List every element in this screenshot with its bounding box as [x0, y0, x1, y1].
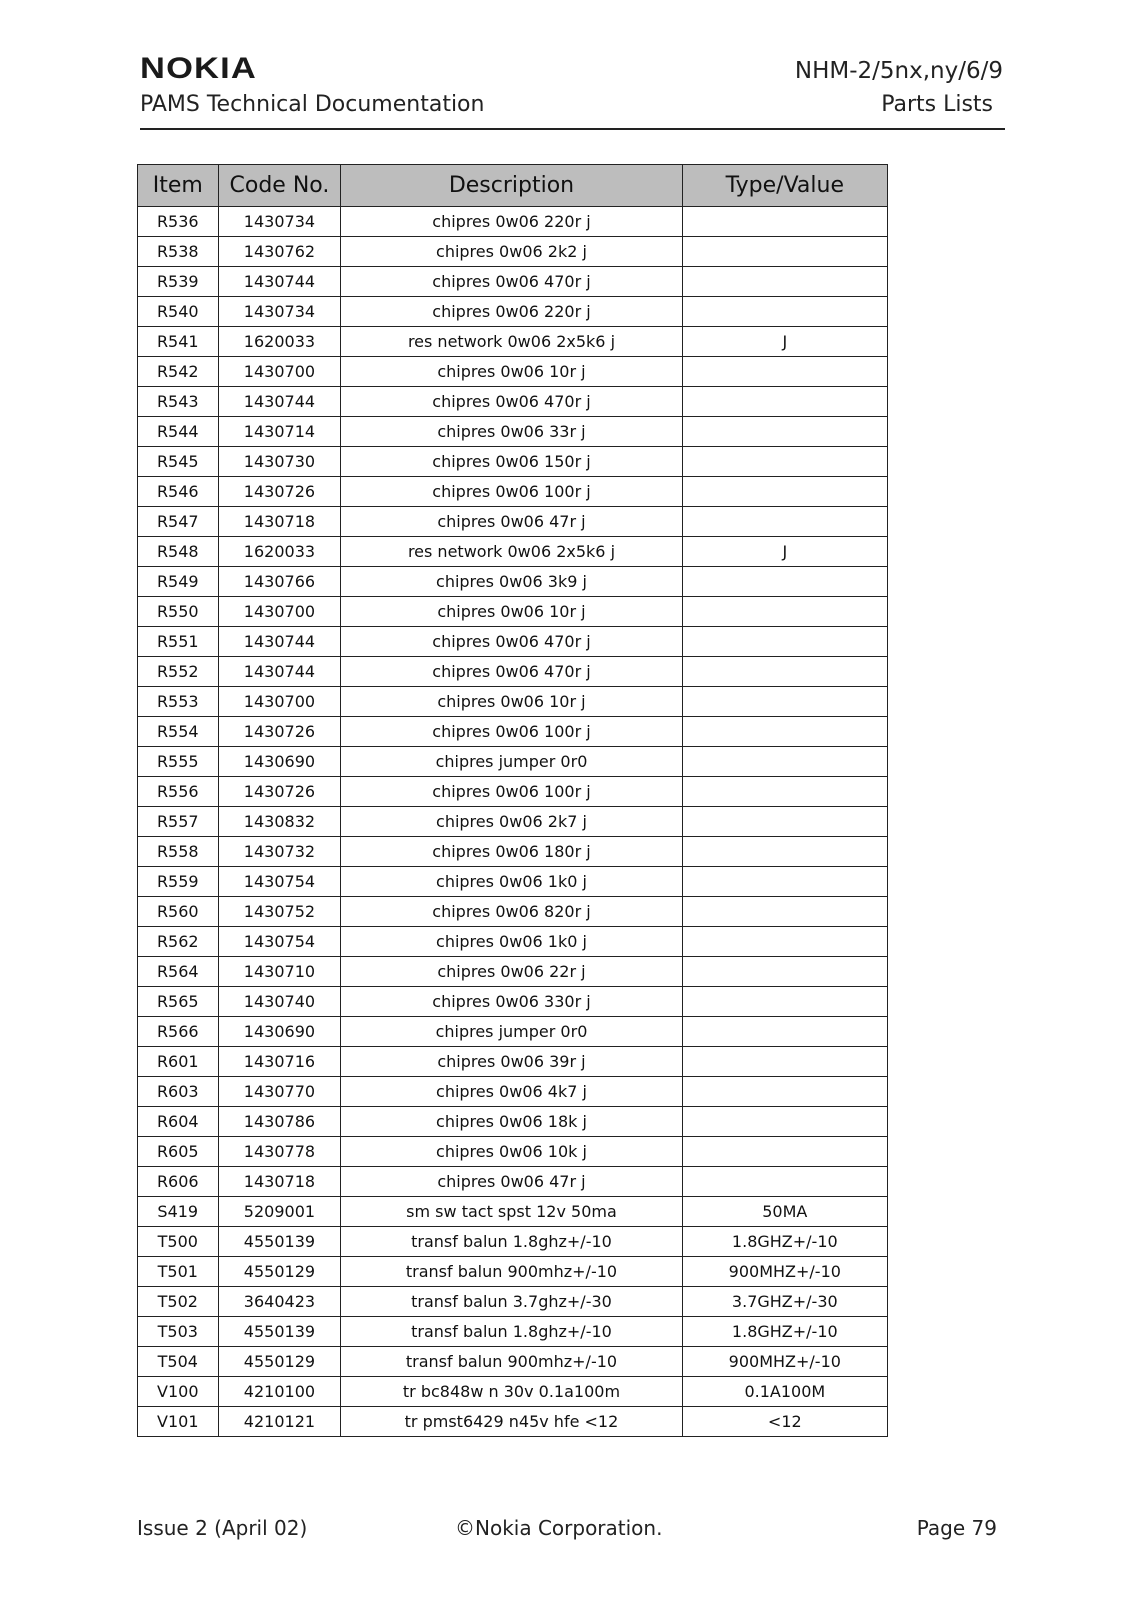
cell-item: R562: [138, 927, 219, 957]
cell-item: R557: [138, 807, 219, 837]
cell-description: chipres 0w06 820r j: [341, 897, 682, 927]
table-row: [138, 207, 888, 237]
cell-item: R604: [138, 1107, 219, 1137]
cell-type-value: [682, 237, 887, 267]
cell-type-value: [682, 297, 887, 327]
table-row: [138, 927, 888, 957]
cell-description: chipres 0w06 180r j: [341, 837, 682, 867]
cell-code: 5209001: [218, 1197, 341, 1227]
cell-type-value: [682, 777, 887, 807]
cell-type-value: [682, 357, 887, 387]
cell-code: 1430732: [218, 837, 341, 867]
cell-type-value: [682, 1017, 887, 1047]
cell-code: 4550129: [218, 1257, 341, 1287]
table-row: [138, 237, 888, 267]
cell-type-value: 0.1A100M: [682, 1377, 887, 1407]
cell-item: R558: [138, 837, 219, 867]
cell-description: chipres jumper 0r0: [341, 1017, 682, 1047]
table-row: [138, 687, 888, 717]
cell-type-value: [682, 387, 887, 417]
document-id: NHM-2/5nx,ny/6/9: [794, 58, 1003, 84]
table-row: [138, 987, 888, 1017]
table-row: [138, 327, 888, 357]
cell-item: R564: [138, 957, 219, 987]
cell-type-value: 1.8GHZ+/-10: [682, 1227, 887, 1257]
table-row: [138, 1257, 888, 1287]
cell-item: T502: [138, 1287, 219, 1317]
table-row: [138, 447, 888, 477]
cell-type-value: [682, 1047, 887, 1077]
cell-item: R560: [138, 897, 219, 927]
cell-description: chipres 0w06 4k7 j: [341, 1077, 682, 1107]
cell-code: 1430778: [218, 1137, 341, 1167]
cell-code: 1430754: [218, 927, 341, 957]
cell-item: R566: [138, 1017, 219, 1047]
cell-item: R543: [138, 387, 219, 417]
table-row: [138, 417, 888, 447]
nokia-logo: NOKIA: [140, 52, 257, 85]
table-row: [138, 1377, 888, 1407]
section-title: Parts Lists: [881, 92, 993, 117]
cell-description: chipres 0w06 470r j: [341, 267, 682, 297]
cell-item: R555: [138, 747, 219, 777]
cell-description: chipres 0w06 220r j: [341, 297, 682, 327]
cell-type-value: 3.7GHZ+/-30: [682, 1287, 887, 1317]
cell-code: 1430716: [218, 1047, 341, 1077]
table-row: [138, 957, 888, 987]
cell-code: 1430744: [218, 627, 341, 657]
cell-item: R559: [138, 867, 219, 897]
table-row: [138, 1167, 888, 1197]
cell-description: tr pmst6429 n45v hfe <12: [341, 1407, 682, 1437]
cell-item: R539: [138, 267, 219, 297]
cell-item: R542: [138, 357, 219, 387]
cell-type-value: 1.8GHZ+/-10: [682, 1317, 887, 1347]
cell-code: 1620033: [218, 537, 341, 567]
cell-code: 1430726: [218, 477, 341, 507]
cell-code: 1430752: [218, 897, 341, 927]
table-row: [138, 627, 888, 657]
cell-type-value: [682, 507, 887, 537]
cell-description: chipres 0w06 22r j: [341, 957, 682, 987]
cell-type-value: [682, 1137, 887, 1167]
cell-item: R606: [138, 1167, 219, 1197]
table-row: [138, 1047, 888, 1077]
cell-description: transf balun 900mhz+/-10: [341, 1347, 682, 1377]
cell-code: 1430762: [218, 237, 341, 267]
cell-description: chipres 0w06 470r j: [341, 657, 682, 687]
page-number: Page 79: [916, 1516, 997, 1540]
cell-type-value: [682, 927, 887, 957]
cell-description: chipres 0w06 33r j: [341, 417, 682, 447]
table-row: [138, 1287, 888, 1317]
cell-item: R545: [138, 447, 219, 477]
cell-item: R553: [138, 687, 219, 717]
cell-item: S419: [138, 1197, 219, 1227]
table-row: [138, 897, 888, 927]
table-row: [138, 1227, 888, 1257]
cell-code: 1430786: [218, 1107, 341, 1137]
cell-description: chipres jumper 0r0: [341, 747, 682, 777]
table-row: [138, 1137, 888, 1167]
cell-type-value: <12: [682, 1407, 887, 1437]
cell-type-value: [682, 567, 887, 597]
cell-code: 4210100: [218, 1377, 341, 1407]
cell-code: 1430710: [218, 957, 341, 987]
column-header-type-value: Type/Value: [682, 165, 887, 207]
cell-type-value: [682, 1077, 887, 1107]
table-row: [138, 657, 888, 687]
cell-item: V101: [138, 1407, 219, 1437]
table-row: [138, 867, 888, 897]
table-row: [138, 537, 888, 567]
cell-description: chipres 0w06 1k0 j: [341, 927, 682, 957]
cell-type-value: 900MHZ+/-10: [682, 1257, 887, 1287]
table-row: [138, 1077, 888, 1107]
cell-item: T503: [138, 1317, 219, 1347]
cell-description: chipres 0w06 100r j: [341, 717, 682, 747]
cell-type-value: [682, 837, 887, 867]
cell-item: R552: [138, 657, 219, 687]
cell-description: chipres 0w06 100r j: [341, 477, 682, 507]
cell-item: R541: [138, 327, 219, 357]
cell-type-value: [682, 897, 887, 927]
table-row: [138, 1017, 888, 1047]
cell-type-value: 900MHZ+/-10: [682, 1347, 887, 1377]
cell-description: transf balun 3.7ghz+/-30: [341, 1287, 682, 1317]
cell-description: chipres 0w06 220r j: [341, 207, 682, 237]
document-title: PAMS Technical Documentation: [140, 92, 485, 117]
cell-code: 3640423: [218, 1287, 341, 1317]
table-row: [138, 567, 888, 597]
cell-description: res network 0w06 2x5k6 j: [341, 537, 682, 567]
cell-code: 1430744: [218, 657, 341, 687]
table-row: [138, 1317, 888, 1347]
table-body: [138, 207, 888, 1437]
cell-description: chipres 0w06 10r j: [341, 687, 682, 717]
cell-item: R603: [138, 1077, 219, 1107]
parts-table: [137, 164, 888, 1437]
cell-code: 1430730: [218, 447, 341, 477]
column-header-item: Item: [138, 165, 219, 207]
table-row: [138, 357, 888, 387]
cell-item: V100: [138, 1377, 219, 1407]
cell-code: 1430740: [218, 987, 341, 1017]
header-divider: [140, 128, 1005, 130]
cell-description: chipres 0w06 330r j: [341, 987, 682, 1017]
cell-code: 4550139: [218, 1227, 341, 1257]
cell-code: 1430744: [218, 267, 341, 297]
table-row: [138, 507, 888, 537]
cell-type-value: 50MA: [682, 1197, 887, 1227]
cell-type-value: [682, 447, 887, 477]
cell-type-value: J: [682, 327, 887, 357]
cell-code: 1430766: [218, 567, 341, 597]
cell-type-value: J: [682, 537, 887, 567]
cell-code: 1430718: [218, 1167, 341, 1197]
cell-description: sm sw tact spst 12v 50ma: [341, 1197, 682, 1227]
cell-description: chipres 0w06 2k2 j: [341, 237, 682, 267]
cell-description: transf balun 900mhz+/-10: [341, 1257, 682, 1287]
cell-description: chipres 0w06 10r j: [341, 357, 682, 387]
table-row: [138, 837, 888, 867]
table-row: [138, 807, 888, 837]
cell-item: R549: [138, 567, 219, 597]
cell-item: R554: [138, 717, 219, 747]
cell-item: R605: [138, 1137, 219, 1167]
cell-item: R550: [138, 597, 219, 627]
cell-code: 1430734: [218, 297, 341, 327]
cell-description: chipres 0w06 39r j: [341, 1047, 682, 1077]
table-row: [138, 477, 888, 507]
table-row: [138, 1347, 888, 1377]
cell-description: chipres 0w06 10k j: [341, 1137, 682, 1167]
cell-code: 1430754: [218, 867, 341, 897]
cell-item: R546: [138, 477, 219, 507]
table-row: [138, 267, 888, 297]
cell-description: res network 0w06 2x5k6 j: [341, 327, 682, 357]
cell-description: chipres 0w06 150r j: [341, 447, 682, 477]
cell-code: 1430744: [218, 387, 341, 417]
cell-description: transf balun 1.8ghz+/-10: [341, 1317, 682, 1347]
cell-item: T501: [138, 1257, 219, 1287]
cell-type-value: [682, 207, 887, 237]
table-row: [138, 387, 888, 417]
cell-item: R544: [138, 417, 219, 447]
cell-type-value: [682, 417, 887, 447]
cell-item: R565: [138, 987, 219, 1017]
cell-type-value: [682, 687, 887, 717]
table-row: [138, 1407, 888, 1437]
cell-item: T500: [138, 1227, 219, 1257]
cell-description: chipres 0w06 47r j: [341, 507, 682, 537]
cell-description: chipres 0w06 10r j: [341, 597, 682, 627]
cell-item: R551: [138, 627, 219, 657]
cell-code: 1430770: [218, 1077, 341, 1107]
table-row: [138, 747, 888, 777]
cell-item: R556: [138, 777, 219, 807]
cell-description: chipres 0w06 3k9 j: [341, 567, 682, 597]
cell-type-value: [682, 867, 887, 897]
cell-type-value: [682, 717, 887, 747]
cell-code: 4550129: [218, 1347, 341, 1377]
table-row: [138, 597, 888, 627]
cell-type-value: [682, 477, 887, 507]
cell-description: tr bc848w n 30v 0.1a100m: [341, 1377, 682, 1407]
cell-description: chipres 0w06 100r j: [341, 777, 682, 807]
table-row: [138, 777, 888, 807]
table-row: [138, 297, 888, 327]
copyright: ©Nokia Corporation.: [455, 1516, 663, 1540]
cell-type-value: [682, 1167, 887, 1197]
cell-code: 1620033: [218, 327, 341, 357]
cell-code: 4210121: [218, 1407, 341, 1437]
cell-code: 1430700: [218, 357, 341, 387]
table-row: [138, 1107, 888, 1137]
cell-item: R547: [138, 507, 219, 537]
cell-code: 1430690: [218, 1017, 341, 1047]
cell-code: 1430726: [218, 717, 341, 747]
cell-type-value: [682, 627, 887, 657]
cell-description: chipres 0w06 470r j: [341, 627, 682, 657]
cell-type-value: [682, 597, 887, 627]
cell-code: 1430714: [218, 417, 341, 447]
cell-item: R548: [138, 537, 219, 567]
cell-item: R538: [138, 237, 219, 267]
cell-item: R536: [138, 207, 219, 237]
cell-type-value: [682, 267, 887, 297]
table-header-row: [138, 165, 888, 207]
table-row: [138, 1197, 888, 1227]
cell-type-value: [682, 957, 887, 987]
cell-code: 1430726: [218, 777, 341, 807]
cell-item: T504: [138, 1347, 219, 1377]
cell-description: chipres 0w06 18k j: [341, 1107, 682, 1137]
cell-code: 1430718: [218, 507, 341, 537]
cell-code: 1430700: [218, 597, 341, 627]
cell-type-value: [682, 1107, 887, 1137]
cell-code: 1430832: [218, 807, 341, 837]
cell-type-value: [682, 657, 887, 687]
cell-type-value: [682, 807, 887, 837]
column-header-code: Code No.: [218, 165, 341, 207]
cell-item: R540: [138, 297, 219, 327]
cell-type-value: [682, 987, 887, 1017]
table-row: [138, 717, 888, 747]
cell-description: chipres 0w06 470r j: [341, 387, 682, 417]
cell-description: chipres 0w06 1k0 j: [341, 867, 682, 897]
cell-type-value: [682, 747, 887, 777]
cell-code: 1430690: [218, 747, 341, 777]
cell-code: 1430734: [218, 207, 341, 237]
issue-info: Issue 2 (April 02): [137, 1516, 308, 1540]
cell-description: chipres 0w06 2k7 j: [341, 807, 682, 837]
column-header-description: Description: [341, 165, 682, 207]
cell-code: 1430700: [218, 687, 341, 717]
cell-description: transf balun 1.8ghz+/-10: [341, 1227, 682, 1257]
cell-item: R601: [138, 1047, 219, 1077]
cell-description: chipres 0w06 47r j: [341, 1167, 682, 1197]
cell-code: 4550139: [218, 1317, 341, 1347]
